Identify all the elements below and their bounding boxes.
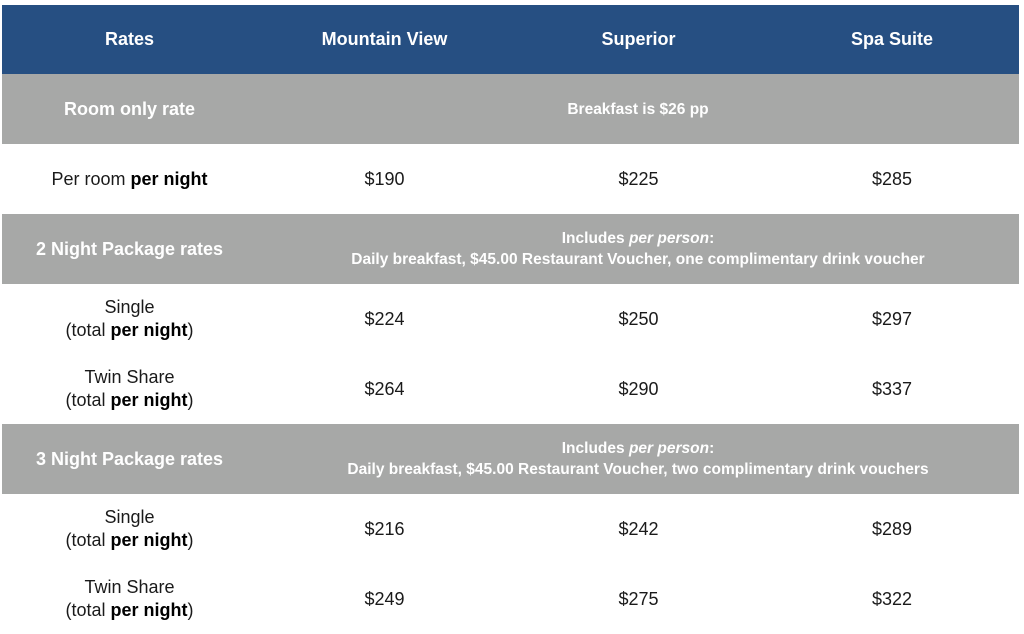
price-spa-suite: $285 <box>871 168 913 189</box>
row-name: Twin Share <box>84 577 175 597</box>
price-mountain-view: $216 <box>364 518 405 539</box>
price-mountain-view: $249 <box>364 588 405 609</box>
row-label-bold: per night <box>110 600 188 620</box>
row-label-prefix: Per room <box>51 168 126 189</box>
paren-close: ) <box>187 390 194 410</box>
row-name: Single <box>104 507 155 527</box>
includes-details: Daily breakfast, $45.00 Restaurant Voucher, one complimentary drink voucher <box>351 251 925 268</box>
includes-prefix: Includes <box>561 440 625 457</box>
header-mountain-view: Mountain View <box>321 29 448 49</box>
price-spa-suite: $289 <box>871 518 913 539</box>
paren-open: (total <box>65 320 106 340</box>
row-label <box>2 366 257 412</box>
table-row <box>2 284 1019 354</box>
section-includes <box>257 438 1019 480</box>
price-superior: $250 <box>618 308 659 329</box>
paren-open: (total <box>65 600 106 620</box>
price-mountain-view: $190 <box>364 168 405 189</box>
includes-italic: per person <box>628 230 710 247</box>
includes-italic: per person <box>628 440 710 457</box>
table-row <box>2 494 1019 564</box>
price-spa-suite: $297 <box>871 308 913 329</box>
paren-open: (total <box>65 390 106 410</box>
section-two-night <box>2 214 1019 284</box>
section-note: Breakfast is $26 pp <box>567 100 709 118</box>
paren-close: ) <box>187 600 194 620</box>
row-sub <box>2 319 257 342</box>
price-superior: $290 <box>618 378 659 399</box>
includes-line <box>257 228 1019 249</box>
rates-table <box>2 5 1019 634</box>
row-name: Single <box>104 297 155 317</box>
section-label: Room only rate <box>63 98 196 119</box>
row-label <box>2 168 257 191</box>
row-label <box>2 506 257 552</box>
header-rates: Rates <box>104 29 155 49</box>
row-label <box>2 576 257 622</box>
row-label-bold: per night <box>110 390 188 410</box>
includes-details: Daily breakfast, $45.00 Restaurant Voucher, two complimentary drink vouchers <box>347 461 929 478</box>
section-label: 3 Night Package rates <box>35 448 224 469</box>
row-sub <box>2 529 257 552</box>
includes-suffix: : <box>709 440 715 457</box>
includes-suffix: : <box>709 230 715 247</box>
price-superior: $242 <box>618 518 659 539</box>
row-sub <box>2 599 257 622</box>
table-header <box>2 5 1019 74</box>
row-name: Twin Share <box>84 367 175 387</box>
header-superior: Superior <box>601 29 676 49</box>
price-superior: $275 <box>618 588 659 609</box>
price-spa-suite: $337 <box>871 378 913 399</box>
table-row <box>2 144 1019 214</box>
price-mountain-view: $264 <box>364 378 405 399</box>
section-room-only <box>2 74 1019 144</box>
row-label <box>2 296 257 342</box>
row-sub <box>2 389 257 412</box>
includes-line <box>257 438 1019 459</box>
header-spa-suite: Spa Suite <box>850 29 934 49</box>
paren-close: ) <box>187 530 194 550</box>
section-label: 2 Night Package rates <box>35 238 224 259</box>
includes-prefix: Includes <box>561 230 625 247</box>
table-row <box>2 564 1019 634</box>
price-mountain-view: $224 <box>364 308 405 329</box>
row-label-bold: per night <box>110 530 188 550</box>
section-includes <box>257 228 1019 270</box>
paren-close: ) <box>187 320 194 340</box>
table-row <box>2 354 1019 424</box>
row-label-bold: per night <box>130 168 208 189</box>
price-spa-suite: $322 <box>871 588 913 609</box>
row-label-bold: per night <box>110 320 188 340</box>
paren-open: (total <box>65 530 106 550</box>
section-three-night <box>2 424 1019 494</box>
price-superior: $225 <box>618 168 659 189</box>
